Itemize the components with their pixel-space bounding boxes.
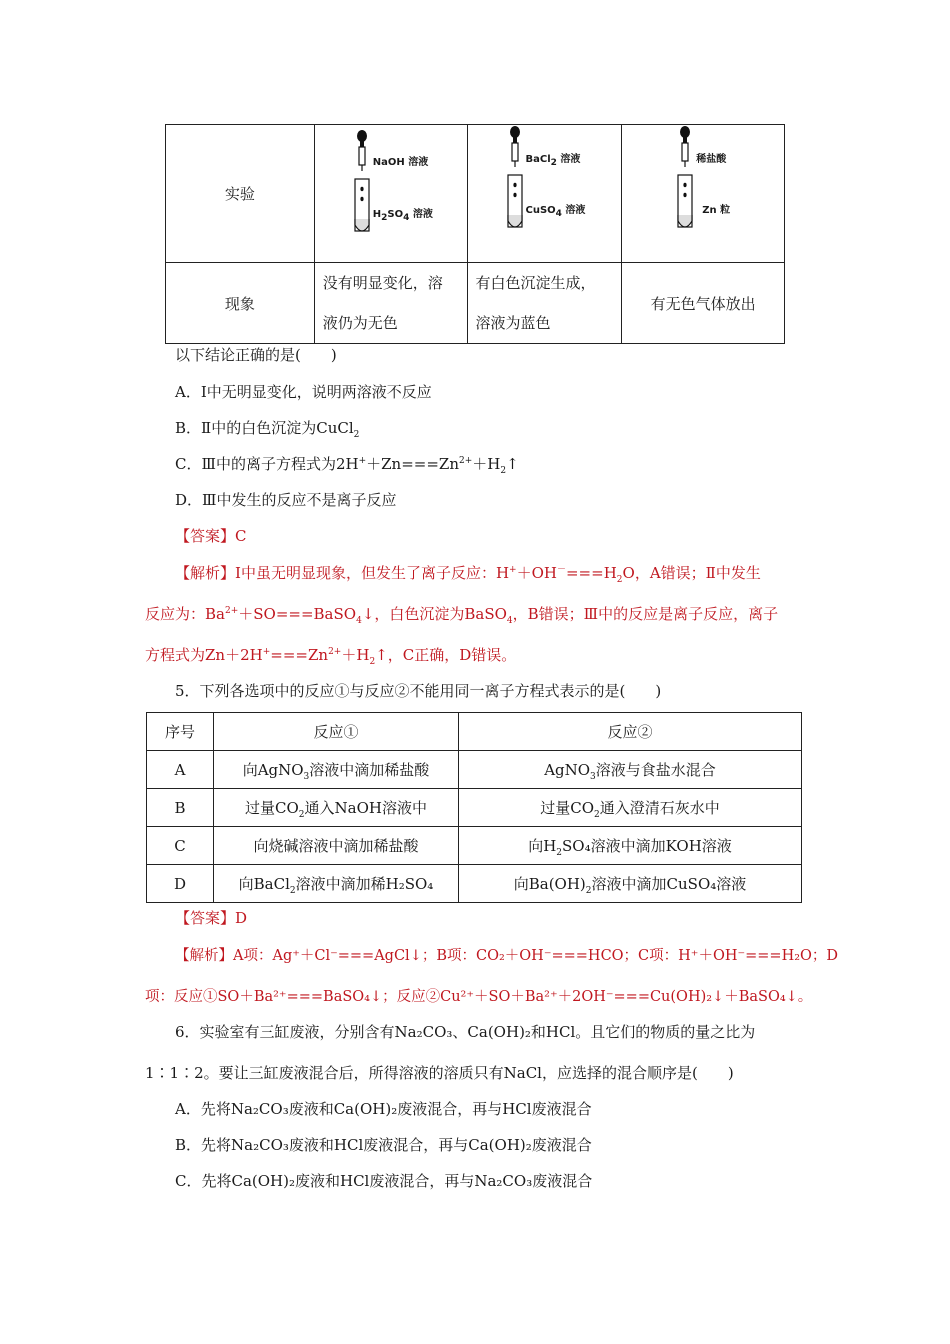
dropper-tube-diagram-2 [506, 125, 546, 243]
q6-option-a: A．先将Na₂CO₃废液和Ca(OH)₂废液混合，再与HCl废液混合 [175, 1100, 592, 1118]
q5-row-c-r2: 向$H_2SO_4$溶液中滴加KOH溶液 [459, 827, 802, 865]
observation-1-line2: 液仍为无色 [322, 314, 398, 332]
q4-explanation-line3: 方程式为$Zn+2H^+===Zn^{2+}+H_2↑$，C正确，D错误。 [145, 646, 517, 667]
q5-table [146, 712, 802, 903]
q4-option-a: A．Ⅰ中无明显变化，说明两溶液不反应 [175, 383, 432, 401]
q5-stem: 5．下列各选项中的反应①与反应②不能用同一离子方程式表示的是( ) [175, 682, 662, 700]
q6-option-b: B．先将Na₂CO₃废液和HCl废液混合，再与Ca(OH)₂废液混合 [175, 1136, 592, 1154]
reagent-label-h2so4: $H_2SO_4$ 溶液 [372, 209, 433, 223]
q6-stem-line1: 6．实验室有三缸废液，分别含有Na₂CO₃、Ca(OH)₂和HCl。且它们的物质的量之比为 [175, 1023, 756, 1041]
q4-stem: 以下结论正确的是( ) [175, 346, 337, 364]
q5-row-a-r1: 向AgNO$_3$溶液中滴加稀盐酸 [214, 751, 459, 789]
q4-answer: 【答案】C [175, 527, 247, 545]
q6-stem-line2: 1∶1∶2。要让三缸废液混合后，所得溶液的溶质只有NaCl，应选择的混合顺序是( ) [145, 1064, 734, 1082]
apparatus-cell-3 [622, 125, 785, 263]
reagent-label-zn: Zn 粒 [702, 205, 731, 216]
observation-3 [622, 263, 785, 344]
q5-row-d-id: D [147, 865, 214, 903]
row-label-experiment-text: 实验 [224, 185, 255, 203]
experiment-table [165, 124, 785, 344]
q5-row-d-r2: 向$Ba(OH)_2$溶液中滴加CuSO₄溶液 [459, 865, 802, 903]
reagent-label-hcl: 稀盐酸 [696, 154, 727, 165]
q5-header-r1: 反应① [214, 713, 459, 751]
q5-answer: 【答案】D [175, 909, 248, 927]
q5-row-b-id: B [147, 789, 214, 827]
q5-explanation-line1: 【解析】A项：Ag⁺＋Cl⁻===AgCl↓；B项：CO₂＋OH⁻===HCO；C项：H⁺＋OH⁻===H₂O；D [175, 948, 839, 964]
observation-1 [314, 263, 467, 344]
apparatus-cell-2 [467, 125, 622, 263]
observation-2 [467, 263, 622, 344]
row-label-phenomenon [166, 263, 315, 344]
q5-header-id: 序号 [147, 713, 214, 751]
row-label-experiment [166, 125, 315, 263]
q5-row-a-r2: AgNO$_3$溶液与食盐水混合 [459, 751, 802, 789]
q4-option-d: D．Ⅲ中发生的反应不是离子反应 [175, 491, 397, 509]
q4-option-b: B．Ⅱ中的白色沉淀为CuCl$_2$ [175, 419, 360, 440]
apparatus-cell-1 [314, 125, 467, 263]
q4-explanation-line2: 反应为：$Ba^{2+}+SO===BaSO_4↓$，白色沉淀为BaSO$_4$，B错误；Ⅲ中的反应是离子反应，离子 [145, 605, 779, 626]
observation-1-line1: 没有明显变化，溶 [322, 274, 443, 292]
q5-row-a-id: A [147, 751, 214, 789]
reagent-label-naoh: NaOH 溶液 [372, 157, 429, 168]
q5-explanation-line2: 项：反应①SO＋Ba²⁺===BaSO₄↓；反应②Cu²⁺＋SO＋Ba²⁺＋2OH⁻===Cu(OH)₂↓＋BaSO₄↓。 [145, 989, 813, 1005]
q5-row-d-r1: 向BaCl$_2$溶液中滴加稀H₂SO₄ [214, 865, 459, 903]
q5-row-c-r1: 向烧碱溶液中滴加稀盐酸 [214, 827, 459, 865]
q5-header-r2: 反应② [459, 713, 802, 751]
reagent-label-cuso4: CuSO$_4$ 溶液 [525, 205, 586, 219]
reagent-label-bacl2: BaCl$_2$ 溶液 [525, 154, 581, 168]
dropper-tube-diagram-1 [353, 129, 393, 247]
q5-row-c-id: C [147, 827, 214, 865]
observation-2-line1: 有白色沉淀生成， [475, 274, 596, 292]
observation-2-line2: 溶液为蓝色 [475, 314, 551, 332]
q5-row-b-r1: 过量$CO_2$通入NaOH溶液中 [214, 789, 459, 827]
q5-row-b-r2: 过量$CO_2$通入澄清石灰水中 [459, 789, 802, 827]
q6-option-c: C．先将Ca(OH)₂废液和HCl废液混合，再与Na₂CO₃废液混合 [175, 1172, 593, 1190]
dropper-tube-diagram-3 [676, 125, 716, 243]
q4-explanation-line1: 【解析】Ⅰ中虽无明显现象，但发生了离子反应：$H^++OH^-===H_2O$，A错误；Ⅱ中发生 [175, 564, 761, 585]
row-label-phenomenon-text: 现象 [224, 294, 255, 313]
q4-option-c: C．Ⅲ中的离子方程式为$2H^++Zn===Zn^{2+}+H_2↑$ [175, 455, 519, 476]
observation-3-line1: 有无色气体放出 [650, 294, 756, 313]
